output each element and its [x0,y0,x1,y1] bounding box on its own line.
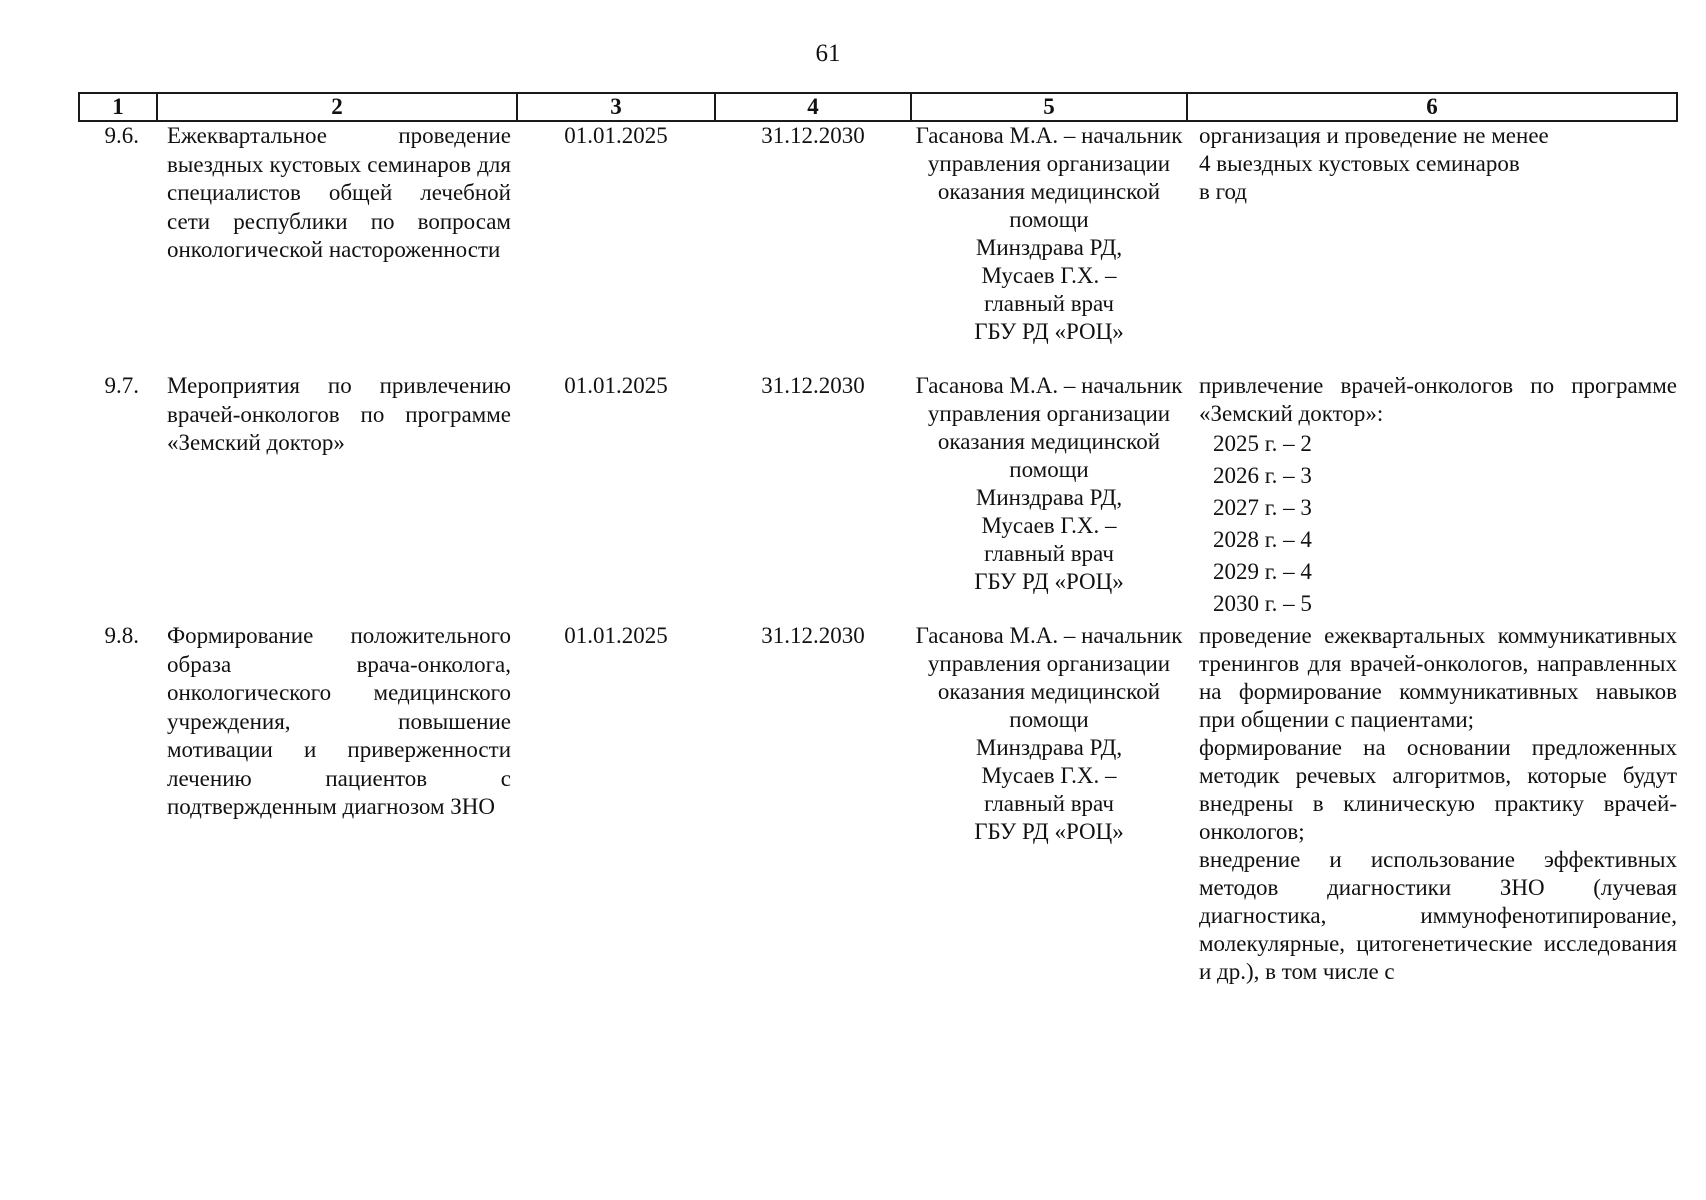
item-description: Ежеквартальное проведение выездных кустовых семинаров для специалистов общей лечебной сети республики по вопросам онкологической настороженности [167,123,511,262]
responsible-line: Мусаев Г.Х. – [981,763,1117,788]
result-paragraph: формирование на основании предложенных методик речевых алгоритмов, которые будут внедрены в клиническую практику врачей-онкологов; [1199,735,1677,844]
year-target: 2030 г. – 5 [1213,591,1312,616]
end-date: 31.12.2030 [761,623,865,648]
responsible-line: ГБУ РД «РОЦ» [974,569,1124,594]
responsible-line: Гасанова М.А. – начальник управления организации оказания медицинской помощи [915,623,1183,732]
year-target: 2026 г. – 3 [1213,463,1312,488]
responsible-persons [911,121,1187,372]
responsible-line: главный врач [984,541,1114,566]
header-col-2: 2 [157,93,517,121]
responsible-line: главный врач [984,791,1114,816]
result-paragraph: внедрение и использование эффективных методов диагностики ЗНО (лучевая диагностика, иммунофенотипирование, молекулярные, цитогенетические исследования и др.), в том числе с [1199,847,1677,984]
item-description: Формирование положительного образа врача-онколога, онкологического медицинского учреждения, повышение мотивации и приверженности лечению пациентов с подтвержденным диагнозом ЗНО [167,623,511,819]
item-number: 9.6. [104,123,139,148]
responsible-line: Минздрава РД, [975,235,1123,260]
result-intro: привлечение врачей-онкологов по программе «Земский доктор»: [1199,373,1677,426]
responsible-line: Мусаев Г.Х. – [981,263,1117,288]
end-date: 31.12.2030 [761,373,865,398]
responsible-persons [911,622,1187,986]
responsible-line: Минздрава РД, [975,485,1123,510]
start-date: 01.01.2025 [564,123,668,148]
year-target: 2027 г. – 3 [1213,495,1312,520]
year-target: 2029 г. – 4 [1213,559,1312,584]
result-line: 4 выездных кустовых семинаров [1199,151,1520,176]
measures-table [78,92,1678,986]
responsible-line: ГБУ РД «РОЦ» [974,319,1124,344]
table-row [79,121,1677,372]
year-target: 2025 г. – 2 [1213,431,1312,456]
responsible-line: Гасанова М.А. – начальник управления организации оказания медицинской помощи [915,123,1183,232]
table-row [79,622,1677,986]
header-col-4: 4 [715,93,911,121]
header-row [79,93,1677,121]
responsible-line: Мусаев Г.Х. – [981,513,1117,538]
result-paragraph: проведение ежеквартальных коммуникативных тренингов для врачей-онкологов, направленных на формирование коммуникативных навыков при общении с пациентами; [1199,623,1677,732]
item-number: 9.8. [104,623,139,648]
end-date: 31.12.2030 [761,123,865,148]
table-header [79,93,1677,121]
year-target: 2028 г. – 4 [1213,527,1312,552]
responsible-persons [911,372,1187,622]
result-line: организация и проведение не менее [1199,123,1549,148]
page-number: 61 [815,40,841,67]
result-line: в год [1199,179,1248,204]
expected-result [1187,622,1677,986]
expected-result [1187,372,1677,622]
header-col-3: 3 [517,93,715,121]
start-date: 01.01.2025 [564,623,668,648]
item-number: 9.7. [104,373,139,398]
header-col-6: 6 [1187,93,1677,121]
expected-result [1187,121,1677,372]
responsible-line: главный врач [984,291,1114,316]
responsible-line: Минздрава РД, [975,735,1123,760]
responsible-line: Гасанова М.А. – начальник управления организации оказания медицинской помощи [915,373,1183,482]
table-row [79,372,1677,622]
item-description: Мероприятия по привлечению врачей-онкологов по программе «Земский доктор» [167,373,511,455]
header-col-1: 1 [79,93,157,121]
header-col-5: 5 [911,93,1187,121]
responsible-line: ГБУ РД «РОЦ» [974,819,1124,844]
start-date: 01.01.2025 [564,373,668,398]
